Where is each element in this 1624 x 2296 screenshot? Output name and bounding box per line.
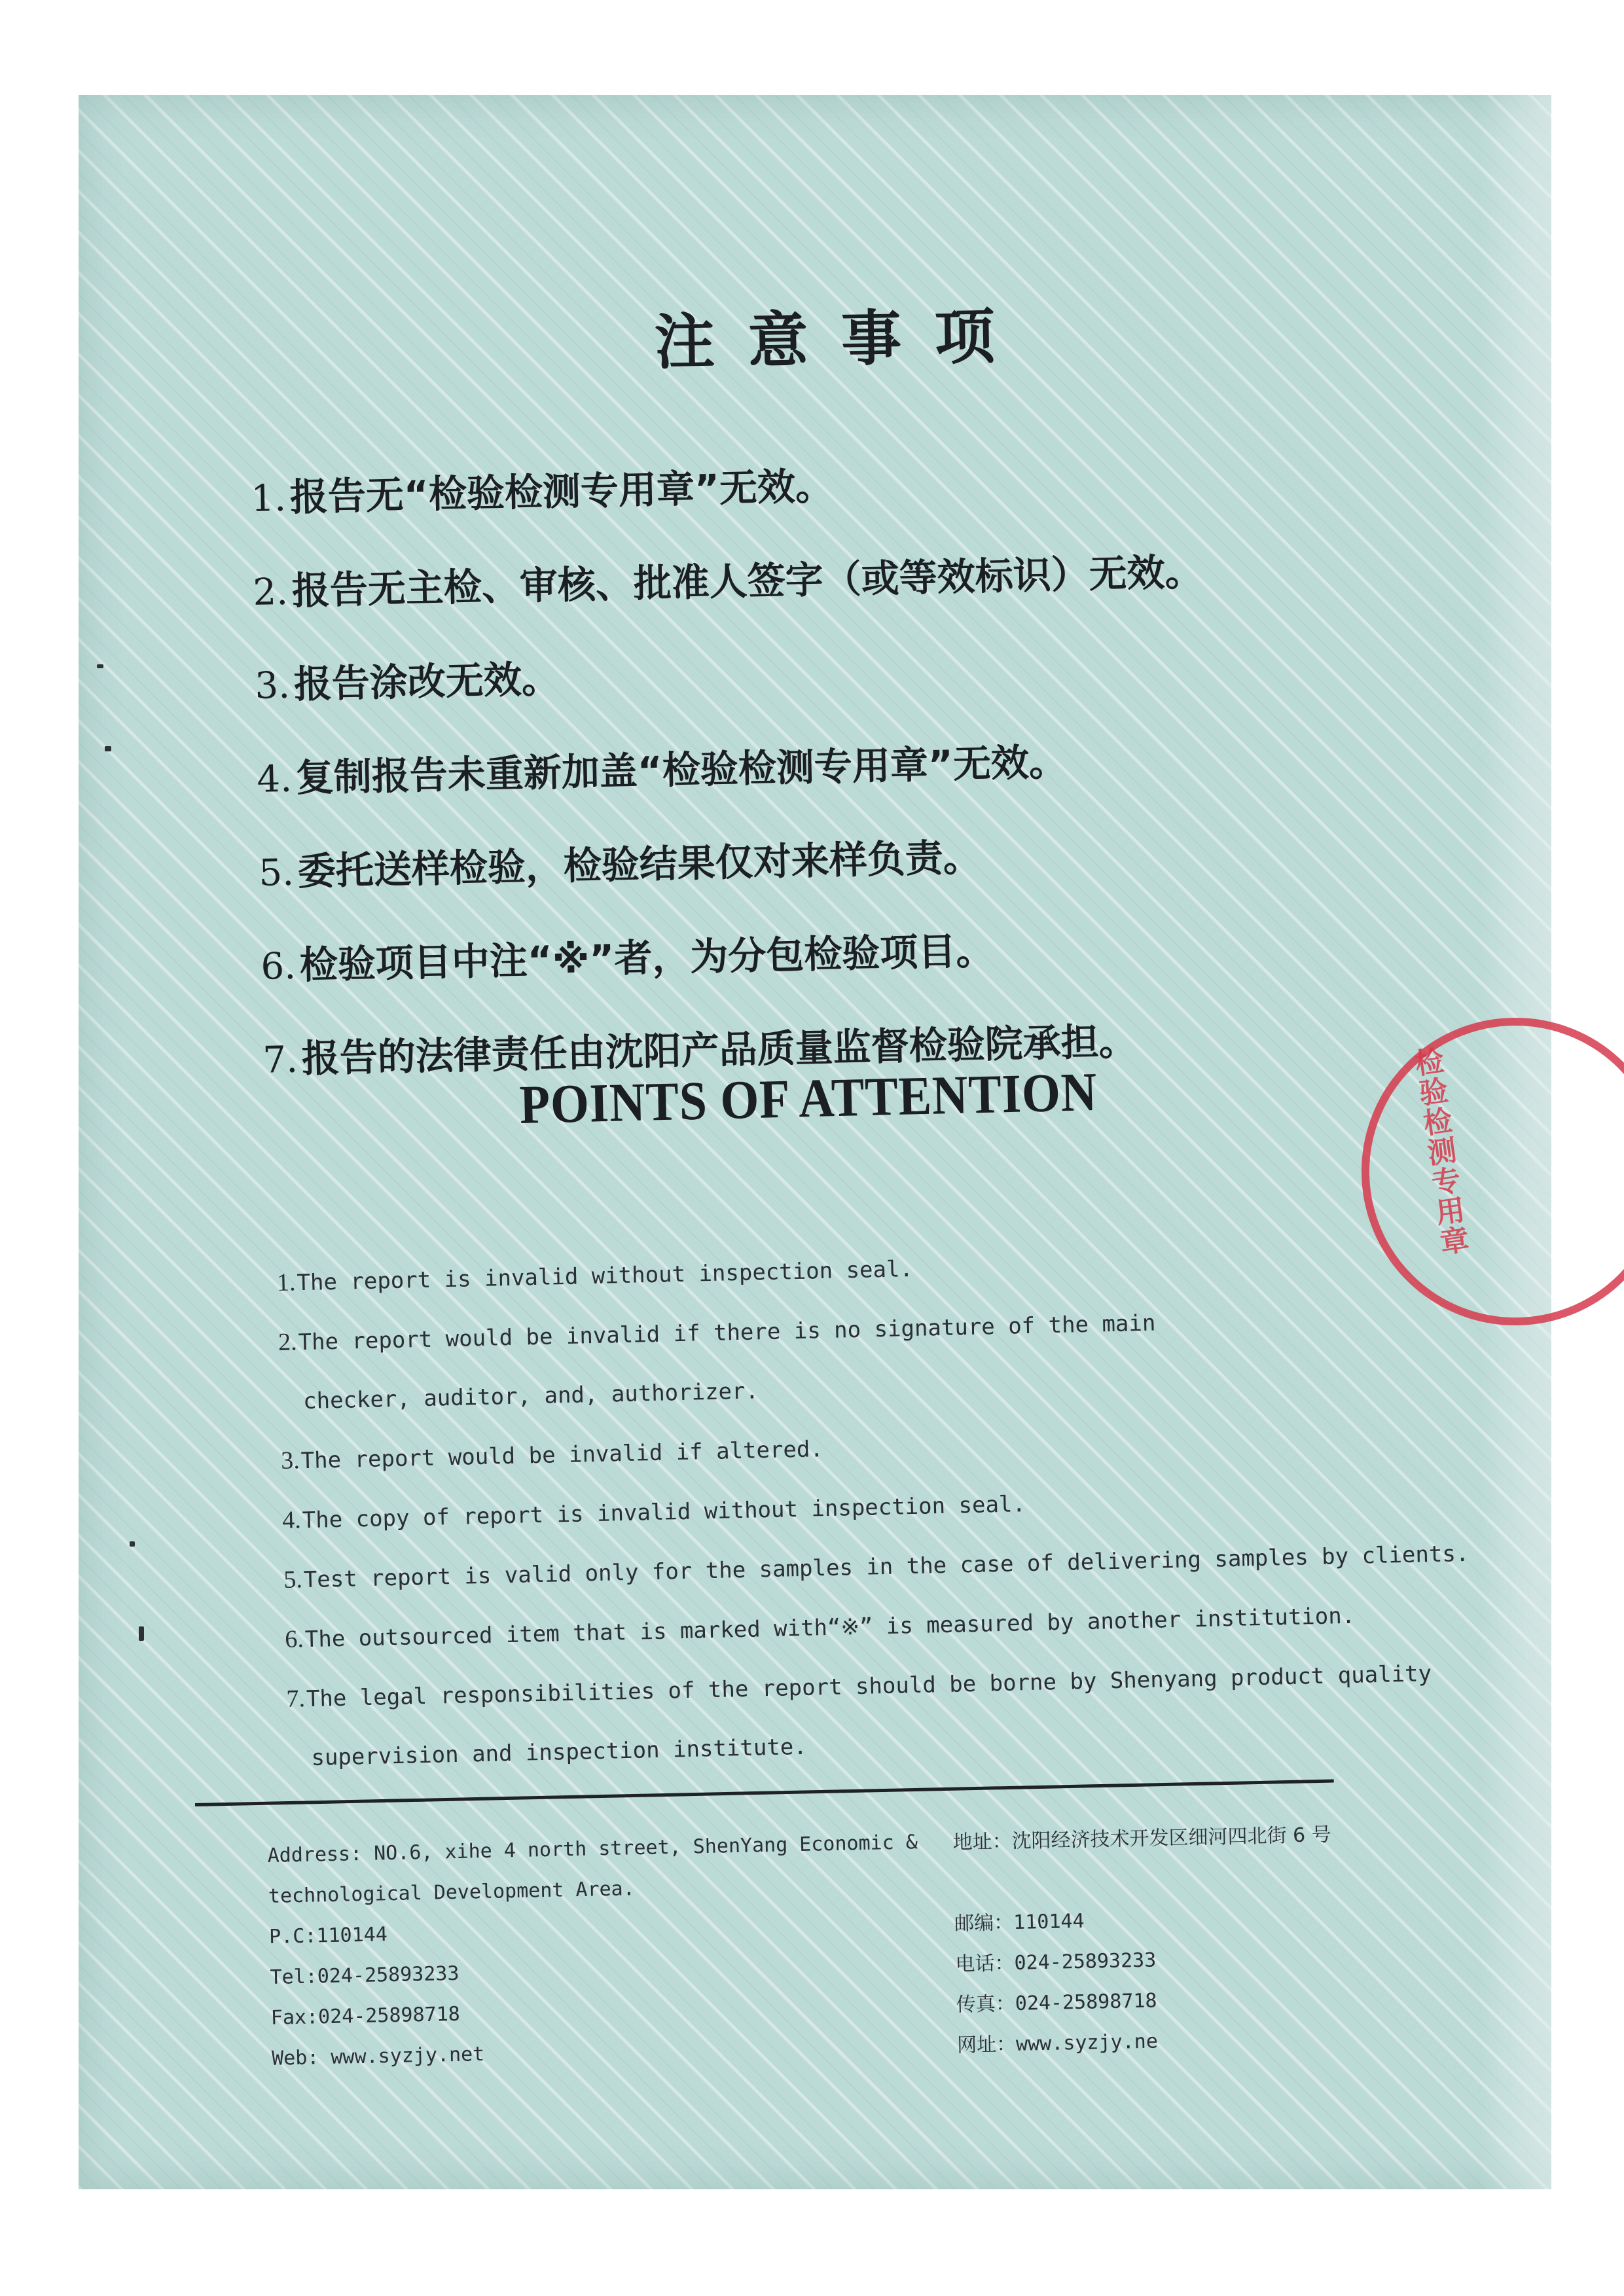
note-cn-number: 2. — [252, 570, 289, 614]
title-cn: 注意事项 — [654, 301, 1029, 378]
note-cn-number: 4. — [256, 757, 293, 801]
address-en-line: Address: NO.6, xihe 4 north street, ShenYang Economic & — [267, 1831, 918, 1867]
fax-en: Fax:024-25898718 — [270, 2002, 461, 2030]
note-cn-text: 报告无主检、审核、批准人签字（或等效标识）无效。 — [291, 549, 1204, 613]
note-cn-text: 检验项目中注“※”者，为分包检验项目。 — [299, 928, 995, 988]
note-cn-item — [252, 526, 1204, 639]
note-cn-number: 5. — [258, 851, 295, 895]
web-cn-value: www.syzjy.ne — [1015, 2030, 1159, 2056]
note-en-continuation: checker, auditor, and, authorizer. — [302, 1378, 759, 1415]
note-en-number: 1. — [276, 1268, 296, 1297]
note-en-text: The copy of report is invalid without inspection seal. — [302, 1491, 1026, 1534]
address-cn-row — [952, 1815, 1331, 1863]
fax-cn-label: 传真： — [956, 1992, 1016, 2017]
note-cn-number: 7. — [262, 1038, 298, 1082]
web-cn-label: 网址： — [956, 2033, 1017, 2057]
note-cn-number: 1. — [250, 476, 287, 520]
tel-en: Tel:024-25893233 — [270, 1962, 460, 1989]
note-en-number: 5. — [283, 1566, 303, 1594]
note-en-item — [285, 1644, 1432, 1788]
note-cn-text: 报告无“检验检测专用章”无效。 — [289, 463, 834, 520]
address-cn-value: 沈阳经济技术开发区细河四北街 6 号 — [1011, 1823, 1332, 1854]
note-en-text: The report would be invalid if there is no signature of the main — [298, 1310, 1156, 1356]
note-en-number: 4. — [281, 1506, 302, 1534]
note-en-number: 6. — [284, 1625, 304, 1653]
note-en-text: The report is invalid without inspection seal. — [297, 1255, 914, 1297]
note-cn-text: 委托送样检验，检验结果仅对来样负责。 — [297, 834, 982, 894]
web-cn-row — [956, 2018, 1335, 2066]
tel-cn-value: 024-25893233 — [1014, 1948, 1157, 1975]
margin-speck — [105, 746, 111, 751]
web-en: Web: www.syzjy.net — [271, 2043, 485, 2070]
note-cn-text: 报告涂改无效。 — [293, 656, 560, 707]
note-en-text: The legal responsibilities of the report should be borne by Shenyang product quality — [306, 1660, 1432, 1713]
note-en-number: 2. — [278, 1328, 298, 1356]
margin-speck — [97, 664, 103, 668]
note-en-continuation: supervision and inspection institute. — [311, 1733, 808, 1771]
fax-cn-value: 024-25898718 — [1015, 1989, 1157, 2016]
note-en-number: 3. — [280, 1446, 300, 1475]
document-sheet — [79, 95, 1551, 2189]
postcode-cn-value: 110144 — [1013, 1909, 1085, 1935]
address-cn-block — [952, 1815, 1336, 2066]
note-en-text: Test report is valid only for the samples in the case of delivering samples by clients. — [303, 1540, 1470, 1594]
note-cn-item — [256, 713, 1208, 826]
tel-cn-label: 电话： — [955, 1952, 1015, 1976]
address-en-block — [267, 1822, 922, 2079]
note-cn-number: 3. — [254, 664, 291, 708]
seal-text: 检验检测专用章 — [1407, 1045, 1471, 1259]
note-en-text: The outsourced item that is marked with“※” is measured by another institution. — [304, 1602, 1356, 1653]
postcode-cn-label: 邮编： — [954, 1911, 1014, 1935]
notes-en-list — [276, 1228, 1470, 1787]
margin-speck — [139, 1626, 144, 1641]
notes-cn-list — [250, 432, 1214, 1107]
note-cn-text: 报告的法律责任由沈阳产品质量监督检验院承担。 — [301, 1018, 1138, 1081]
note-cn-number: 6. — [260, 944, 297, 988]
margin-speck — [130, 1541, 135, 1547]
note-cn-text: 复制报告未重新加盖“检验检测专用章”无效。 — [295, 739, 1068, 800]
note-en-number: 7. — [285, 1685, 306, 1713]
postcode-en: P.C:110144 — [268, 1923, 388, 1948]
note-en-text: The report would be invalid if altered. — [300, 1436, 824, 1475]
title-en: POINTS OF ATTENTION — [518, 1062, 1098, 1136]
address-cn-label: 地址： — [952, 1830, 1012, 1854]
address-en-line: technological Development Area. — [268, 1877, 636, 1908]
